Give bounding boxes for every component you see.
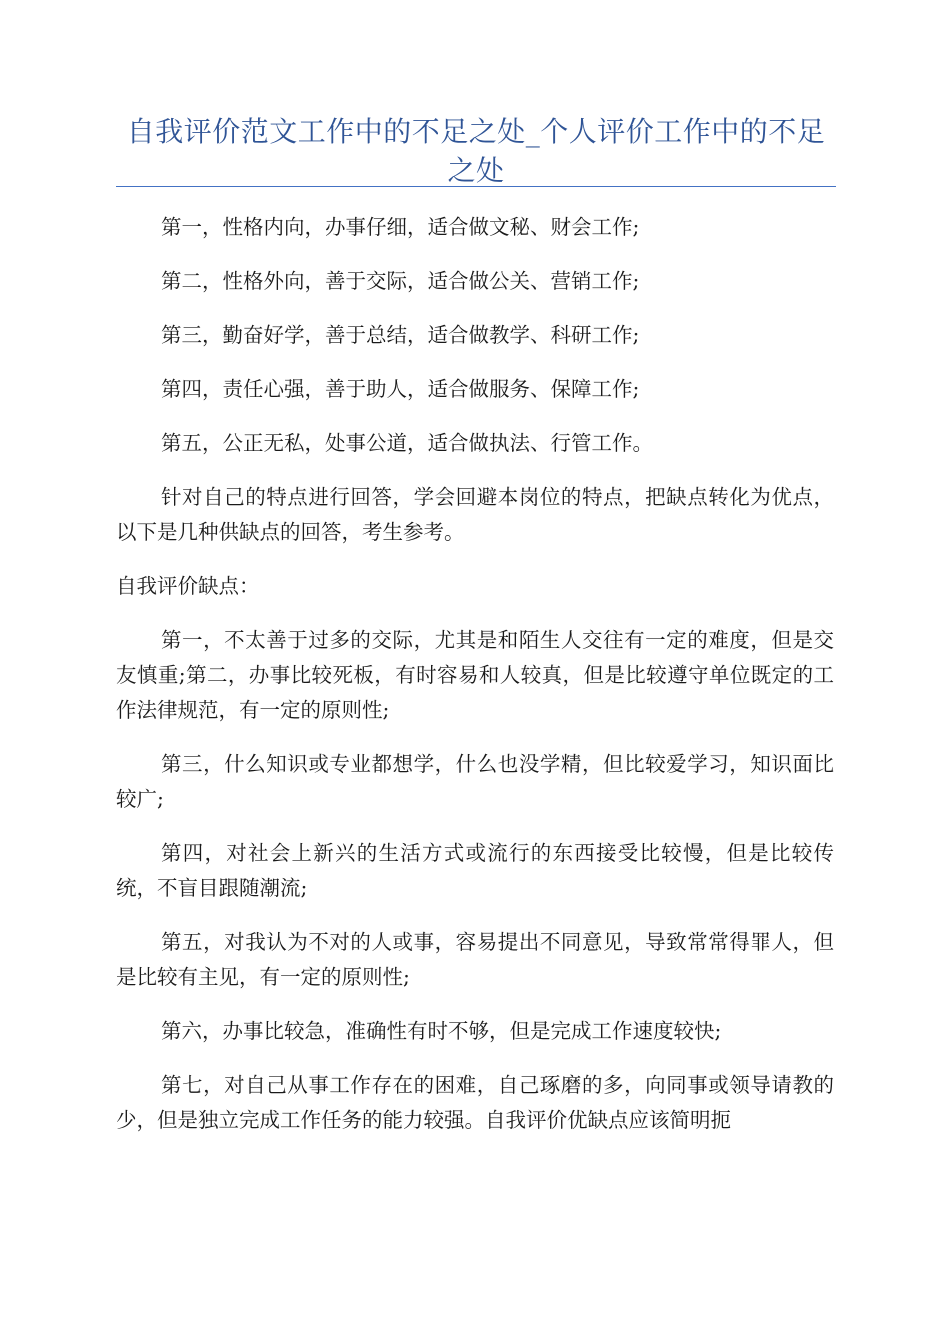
paragraph: 第四，责任心强，善于助人，适合做服务、保障工作; [161, 377, 640, 401]
paragraph: 第一，不太善于过多的交际，尤其是和陌生人交往有一定的难度，但是交友慎重;第二，办事比较死板，有时容易和人较真，但是比较遵守单位既定的工作法律规范，有一定的原则性; [116, 628, 834, 722]
paragraph: 第四，对社会上新兴的生活方式或流行的东西接受比较慢，但是比较传统，不盲目跟随潮流; [116, 841, 834, 900]
paragraph: 第三，勤奋好学，善于总结，适合做教学、科研工作; [161, 323, 640, 347]
paragraph: 第二，性格外向，善于交际，适合做公关、营销工作; [161, 269, 640, 293]
paragraph: 第三，什么知识或专业都想学，什么也没学精，但比较爱学习，知识面比较广; [116, 752, 834, 811]
paragraph: 第七，对自己从事工作存在的困难，自己琢磨的多，向同事或领导请教的少，但是独立完成工作任务的能力较强。自我评价优缺点应该简明扼 [116, 1073, 834, 1132]
paragraph: 第五，对我认为不对的人或事，容易提出不同意见，导致常常得罪人，但是比较有主见，有一定的原则性; [116, 930, 834, 989]
title-underline [116, 186, 836, 187]
paragraph: 针对自己的特点进行回答，学会回避本岗位的特点，把缺点转化为优点，以下是几种供缺点的回答，考生参考。 [116, 485, 834, 544]
paragraph: 第六，办事比较急，准确性有时不够，但是完成工作速度较快; [161, 1019, 722, 1043]
document-body [116, 210, 834, 1157]
paragraph: 第一，性格内向，办事仔细，适合做文秘、财会工作; [161, 215, 640, 239]
document-title: 自我评价范文工作中的不足之处_个人评价工作中的不足之处 [126, 115, 826, 187]
section-heading: 自我评价缺点： [116, 574, 260, 598]
paragraph: 第五，公正无私，处事公道，适合做执法、行管工作。 [161, 431, 653, 455]
